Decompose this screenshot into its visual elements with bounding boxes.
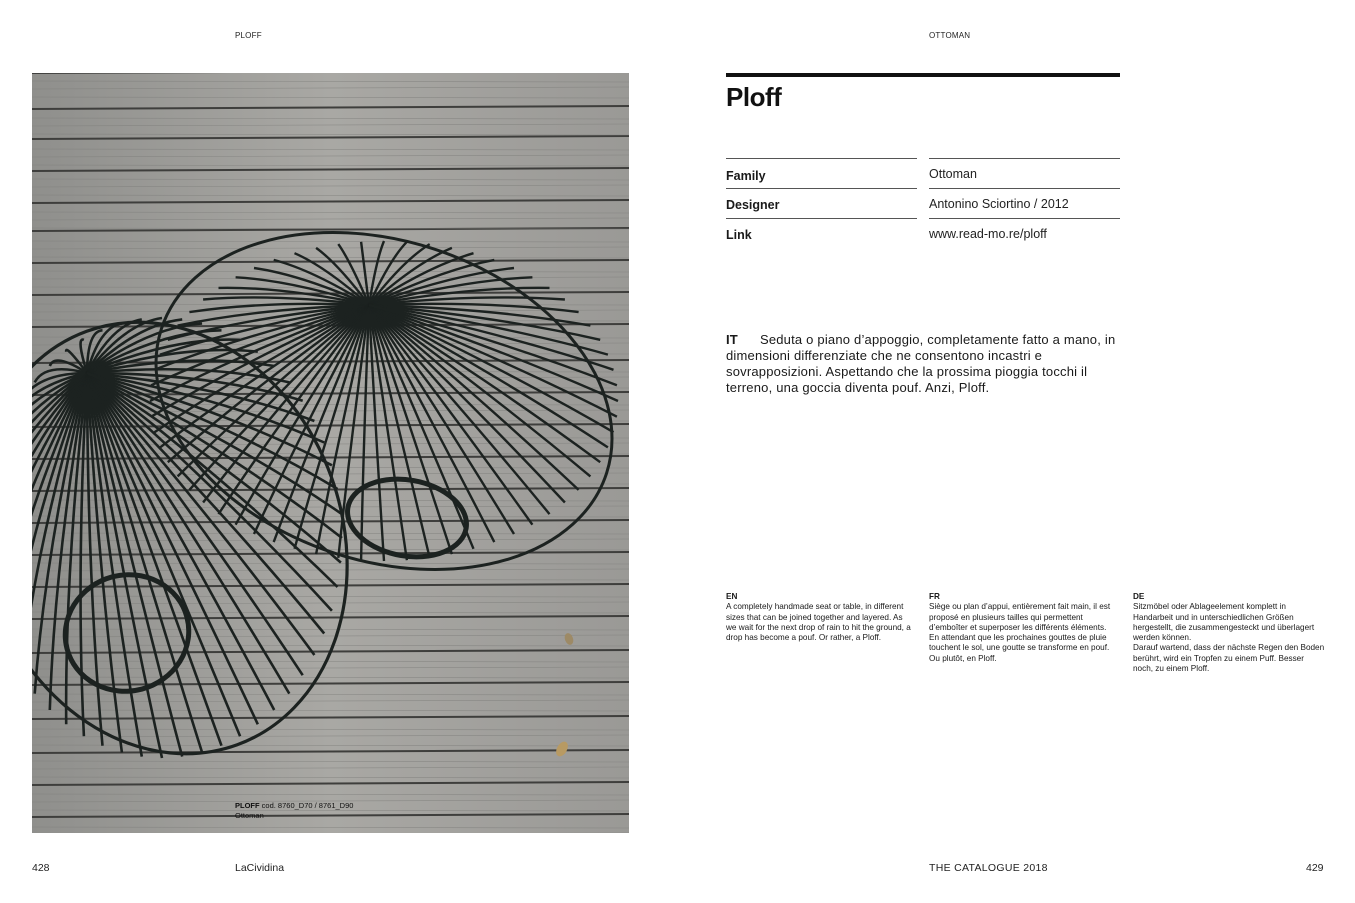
- lang-code-de: DE: [1133, 592, 1145, 601]
- spec-value: Antonino Sciortino / 2012: [929, 188, 1120, 218]
- spec-label: Designer: [726, 188, 917, 218]
- description-it-text: Seduta o piano d’appoggio, completamente fatto a mano, in dimensioni differenziate che ne consentono incastri e sovrapposizioni. Aspettando che la prossima pioggia tocchi il terreno, una goccia diventa pouf. Anzi, Ploff.: [726, 332, 1116, 395]
- brand-name: LaCividina: [235, 862, 285, 874]
- product-photo: [32, 73, 629, 833]
- description-en-text: A completely handmade seat or table, in different sizes that can be joined together and layered. As we wait for the next drop of rain to hit the ground, a drop has become a pouf. Or rather, a Ploff.: [726, 602, 911, 643]
- description-de: [1133, 592, 1325, 674]
- description-en: [726, 592, 914, 643]
- spec-row-family: [726, 158, 1120, 188]
- page-number-left: 428: [32, 862, 50, 874]
- description-de-text-2: Darauf wartend, dass der nächste Regen den Boden berührt, wird ein Tropfen zu einem Puff. Besser noch, zu einem Ploff.: [1133, 643, 1325, 674]
- description-fr: [929, 592, 1115, 664]
- ploff-wire-ottoman-illustration: [32, 73, 629, 833]
- spec-row-designer: [726, 188, 1120, 218]
- product-title: Ploff: [726, 82, 782, 112]
- running-header-right: OTTOMAN: [929, 31, 971, 40]
- product-link[interactable]: www.read-mo.re/ploff: [929, 218, 1120, 248]
- spec-table: [726, 158, 1120, 248]
- spec-value: Ottoman: [929, 158, 1120, 188]
- lang-code-en: EN: [726, 592, 738, 601]
- spec-row-link: [726, 218, 1120, 248]
- spec-label: Family: [726, 158, 917, 188]
- spec-label: Link: [726, 218, 917, 248]
- description-fr-text-2: Ou plutôt, en Ploff.: [929, 653, 997, 663]
- page-number-right: 429: [1306, 862, 1324, 874]
- lang-code-fr: FR: [929, 592, 940, 601]
- caption-product-name: PLOFF: [235, 801, 260, 810]
- title-rule: [726, 73, 1120, 77]
- description-de-text: Sitzmöbel oder Ablageelement komplett in Handarbeit und in unterschiedlichen Größen hergestellt, die zusammengesteckt und überlagert werden können.: [1133, 602, 1315, 643]
- caption-product-code: cod. 8760_D70 / 8761_D90: [259, 801, 354, 810]
- description-fr-text: Siège ou plan d’appui, entièrement fait main, il est proposé en plusieurs tailles qui permettent d’emboîter et superposer les différents éléments. En attendant que les prochaines gouttes de pluie touchent le sol, une goutte se transforme en pouf.: [929, 602, 1111, 653]
- description-it: [726, 332, 1118, 396]
- running-header-left: PLOFF: [235, 31, 262, 40]
- caption-family: Ottoman: [235, 810, 264, 820]
- photo-caption: [235, 801, 353, 820]
- catalogue-title: THE CATALOGUE 2018: [929, 862, 1048, 874]
- lang-code-it: IT: [726, 332, 738, 347]
